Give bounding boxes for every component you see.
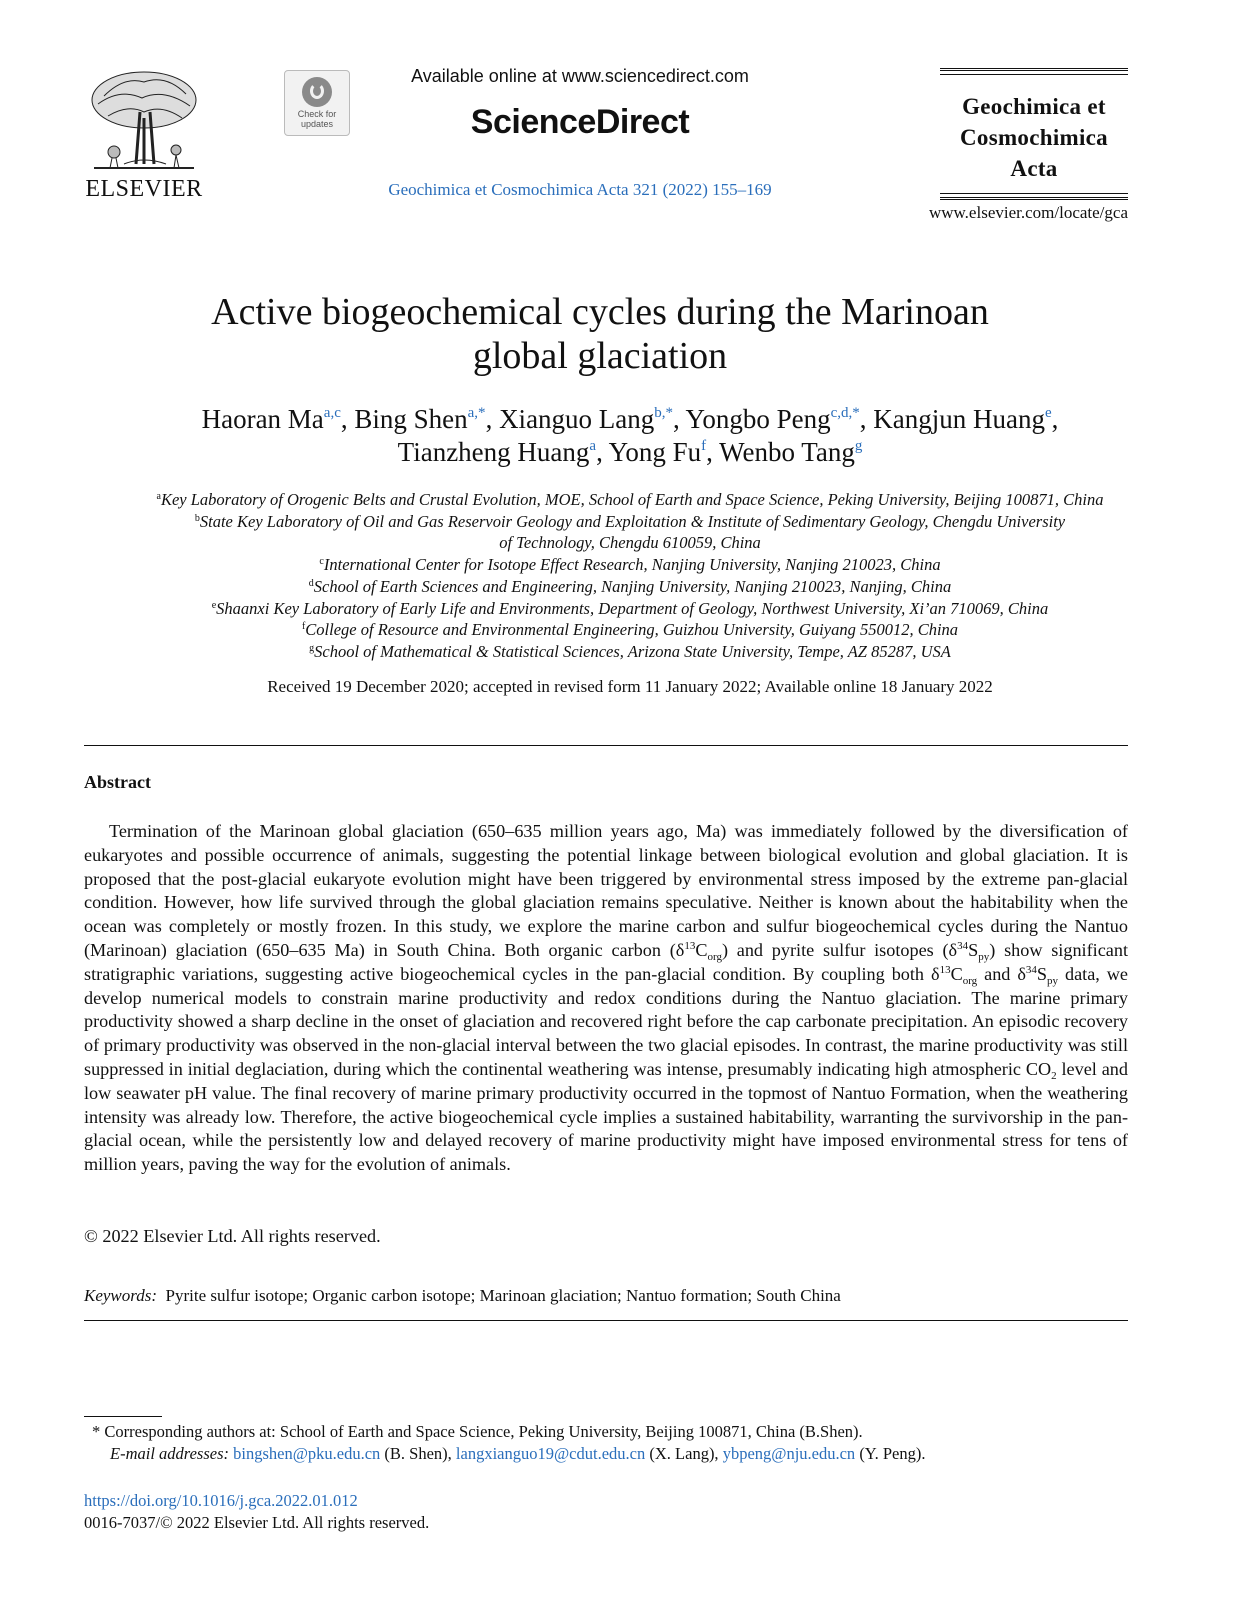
divider [84, 1320, 1128, 1321]
author-affiliation-marker[interactable]: e [1044, 405, 1052, 421]
keywords-text: Pyrite sulfur isotope; Organic carbon isotope; Marinoan glaciation; Nantuo formation; South China [165, 1286, 841, 1305]
affiliation-label: e [211, 599, 217, 611]
author-separator: , [706, 437, 720, 467]
author-name[interactable]: Wenbo Tang [719, 437, 855, 467]
author-affiliation-marker[interactable]: a,c [323, 405, 341, 421]
author-name[interactable]: Kangjun Huang [873, 404, 1045, 434]
corresponding-author-note: * Corresponding authors at: School of Earth and Space Science, Peking University, Beijing 100871, China (B.Shen). [92, 1422, 863, 1441]
journal-name-line: Geochimica et [962, 94, 1106, 119]
sciencedirect-logo[interactable]: ScienceDirect [470, 103, 690, 141]
affiliation [60, 619, 1200, 641]
affiliation-label: b [194, 512, 200, 524]
article-history-dates: Received 19 December 2020; accepted in revised form 11 January 2022; Available online 18 January 2022 [267, 677, 993, 696]
check-for-updates-button[interactable] [284, 70, 350, 136]
email-label: E-mail addresses: [110, 1444, 229, 1463]
email-link[interactable]: ybpeng@nju.edu.cn [722, 1444, 856, 1463]
affiliation [60, 598, 1200, 620]
email-owner: (B. Shen), [380, 1444, 456, 1463]
email-owner: (X. Lang), [645, 1444, 723, 1463]
doi-link[interactable]: https://doi.org/10.1016/j.gca.2022.01.012 [84, 1491, 358, 1510]
author-name[interactable]: Xianguo Lang [499, 404, 655, 434]
abstract-heading: Abstract [84, 772, 151, 792]
affiliation-text: Key Laboratory of Orogenic Belts and Crustal Evolution, MOE, School of Earth and Space Science, Peking University, Beijing 100871, China [160, 490, 1104, 509]
affiliation-label: c [319, 556, 324, 568]
divider [84, 745, 1128, 746]
abstract-segment: ) show significant stratigraphic variations, suggesting active biogeochemical cycles in the pan-glacial condition. By coupling both δ [84, 939, 1128, 984]
isotope-superscript: 13 [684, 939, 696, 952]
isotope-subscript: org [707, 950, 722, 963]
abstract-segment: C [695, 939, 708, 960]
article-title [130, 290, 1070, 378]
available-online-text: Available online at www.sciencedirect.com [411, 66, 749, 86]
author-name[interactable]: Tianzheng Huang [397, 437, 590, 467]
isotope-subscript: py [1047, 974, 1059, 987]
author-separator: , [485, 404, 500, 434]
affiliation [60, 641, 1200, 663]
journal-homepage-link[interactable]: www.elsevier.com/locate/gca [928, 203, 1128, 222]
affiliation-text: State Key Laboratory of Oil and Gas Reservoir Geology and Exploitation & Institute of Sedimentary Geology, Chengdu University [199, 511, 1066, 531]
affiliation-label: f [301, 621, 306, 633]
email-link[interactable]: bingshen@pku.edu.cn [233, 1444, 381, 1463]
author-affiliation-marker[interactable]: a [589, 438, 597, 454]
abstract-segment: C [950, 963, 963, 984]
author-line [60, 403, 1200, 436]
affiliation-text: College of Resource and Environmental Engineering, Guizhou University, Guiyang 550012, China [305, 620, 959, 640]
affiliation-text: School of Mathematical & Statistical Sciences, Arizona State University, Tempe, AZ 85287, USA [314, 641, 951, 661]
author-name[interactable]: Haoran Ma [201, 404, 324, 434]
keywords [84, 1286, 841, 1306]
affiliation [60, 489, 1200, 511]
affiliation [60, 511, 1200, 533]
abstract-copyright: © 2022 Elsevier Ltd. All rights reserved. [84, 1226, 381, 1246]
issn-copyright: 0016-7037/© 2022 Elsevier Ltd. All rights reserved. [84, 1513, 430, 1532]
author-affiliation-marker[interactable]: g [854, 438, 863, 454]
abstract-segment: data, we develop numerical models to constrain marine productivity and redox conditions during the Nantuo glaciation. The marine primary productivity showed a sharp decline in the onset of glaciation and recovered right before the cap carbonate precipitation. An episodic recovery of primary productivity was observed in the non-glacial interval between the two glacial episodes. In contrast, the marine productivity was still suppressed in initial deglaciation, during which the continental weathering was intense, presumably indicating high atmospheric CO [84, 963, 1129, 1079]
article-title-line: global glaciation [472, 335, 728, 377]
author-name[interactable]: Yongbo Peng [685, 404, 831, 434]
affiliation-label: d [308, 577, 314, 589]
isotope-subscript: org [962, 974, 978, 987]
chemical-subscript: 2 [1051, 1069, 1057, 1082]
email-link[interactable]: langxianguo19@cdut.edu.cn [455, 1444, 646, 1463]
isotope-subscript: py [978, 950, 990, 963]
abstract-segment: level and low seawater pH value. The final recovery of marine primary productivity occurred in the topmost of Nantuo Formation, when the weathering intensity was already low. Therefore, the active biogeochemical cycle implies a sustained habitability, warranting the survivorship in the pan-glacial ocean, while the persistently low and delayed recovery of marine productivity might have imposed environmental stress for tens of million years, paving the way for the evolution of animals. [84, 1058, 1128, 1175]
author-affiliation-marker[interactable]: a,* [467, 405, 486, 421]
author-list [60, 403, 1200, 469]
affiliation-list [60, 489, 1200, 663]
affiliation-text: School of Earth Sciences and Engineering, Nanjing University, Nanjing 210023, Nanjing, China [313, 576, 952, 596]
abstract-segment: S [1036, 963, 1048, 984]
article-title-line: Active biogeochemical cycles during the Marinoan [211, 291, 989, 333]
author-separator: , [340, 404, 355, 434]
crossmark-label-line2: updates [300, 119, 334, 129]
email-addresses [110, 1444, 925, 1464]
author-separator: , [1051, 404, 1059, 434]
journal-name-line: Acta [1010, 156, 1058, 181]
author-name[interactable]: Yong Fu [608, 437, 702, 467]
email-owner: (Y. Peng). [855, 1444, 926, 1463]
abstract-segment: ) and pyrite sulfur isotopes (δ [721, 939, 958, 960]
elsevier-tree-icon [84, 68, 204, 176]
affiliation [60, 576, 1200, 598]
author-line [60, 436, 1200, 469]
affiliation-text: Shaanxi Key Laboratory of Early Life and Environments, Department of Geology, Northwest University, Xi’an 710069, China [216, 598, 1049, 618]
affiliation-label: a [156, 491, 161, 502]
abstract-text [84, 820, 1128, 1177]
affiliation [60, 554, 1200, 576]
author-separator: , [673, 404, 686, 434]
author-separator: , [859, 404, 874, 434]
journal-citation-link[interactable]: Geochimica et Cosmochimica Acta 321 (2022) 155–169 [388, 180, 772, 199]
journal-name-line: Cosmochimica [960, 125, 1108, 150]
affiliation-text: International Center for Isotope Effect Research, Nanjing University, Nanjing 210023, China [323, 555, 941, 575]
crossmark-label-line1: Check for [297, 109, 337, 119]
author-affiliation-marker[interactable]: b,* [654, 405, 674, 421]
author-separator: , [596, 437, 609, 467]
affiliation-continuation: of Technology, Chengdu 610059, China [499, 533, 761, 553]
abstract-segment: and δ [977, 963, 1026, 984]
isotope-superscript: 13 [939, 963, 951, 976]
author-affiliation-marker[interactable]: f [701, 438, 707, 454]
journal-name [940, 91, 1128, 184]
abstract-segment: Termination of the Marinoan global glaciation (650–635 million years ago, Ma) was immediately followed by the diversification of eukaryotes and possible occurrence of animals, suggesting the potential linkage between biological evolution and global glaciation. It is proposed that the post-glacial eukaryote evolution might have been triggered by environmental stress imposed by the extreme pan-glacial condition. However, how life survived through the global glaciation remains speculative. Neither is known about the habitability when the ocean was completely or mostly frozen. In this study, we explore the marine carbon and sulfur biogeochemical cycles during the Nantuo (Marinoan) glaciation (650–635 Ma) in South China. Both organic carbon (δ [84, 821, 1128, 960]
elsevier-wordmark: ELSEVIER [85, 176, 203, 202]
isotope-superscript: 34 [1025, 963, 1037, 976]
journal-title-box [940, 68, 1128, 200]
isotope-superscript: 34 [957, 939, 969, 952]
author-name[interactable]: Bing Shen [354, 404, 468, 434]
keywords-label: Keywords: [84, 1286, 158, 1305]
crossmark-icon [302, 77, 332, 107]
affiliation-label: g [309, 642, 315, 654]
footnote-divider [84, 1416, 162, 1417]
abstract-segment: S [968, 939, 979, 960]
author-affiliation-marker[interactable]: c,d,* [830, 405, 860, 421]
